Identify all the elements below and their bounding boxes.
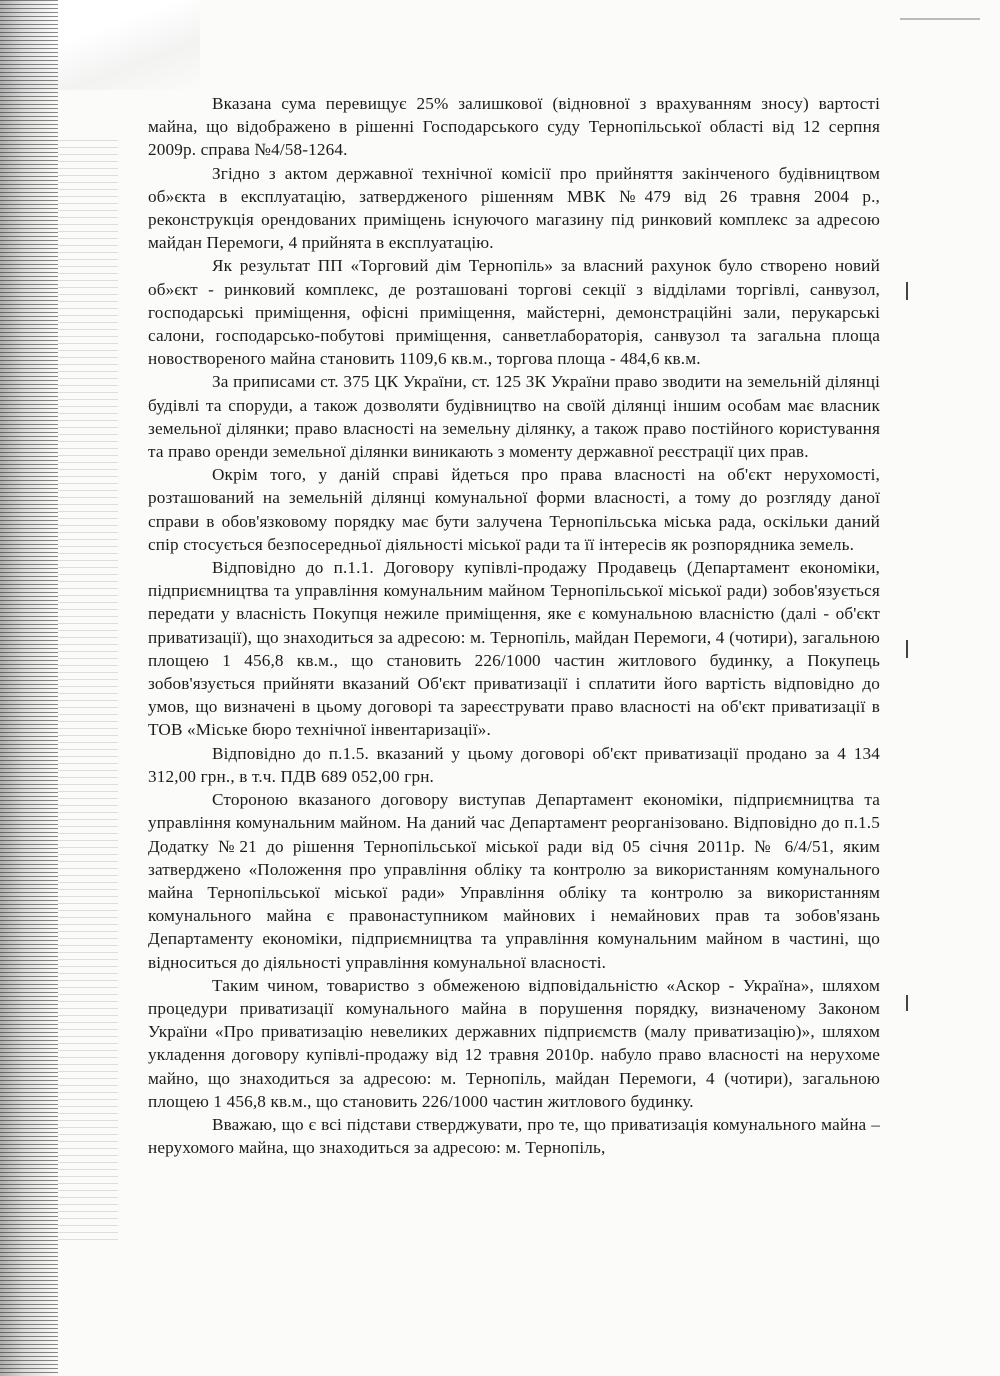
paragraph-7: Відповідно до п.1.5. вказаний у цьому договорі об'єкт приватизації продано за 4 134 312,00 грн., в т.ч. ПДВ 689 052,00 грн. — [148, 743, 880, 786]
paragraph-2: Згідно з актом державної технічної комісії про прийняття закінченого будівництвом об»єкта в експлуатацію, затвердженого рішенням МВК №479 від 26 травня 2004 р., реконструкція орендованих приміщень існуючого магазину під ринковий комплекс за адресою майдан Перемоги, 4 прийнята в експлуатацію. — [148, 163, 880, 253]
margin-tick — [906, 995, 908, 1011]
copier-edge-noise — [0, 0, 58, 1376]
margin-tick — [906, 640, 908, 658]
paragraph-9: Таким чином, товариство з обмеженою відповідальністю «Аскор - Україна», шляхом процедури приватизації комунального майна в порушення порядку, визначеному Законом України «Про приватизацію невеликих державних підприємств (малу приватизацію)», шляхом укладення договору купівлі-продажу від 12 травня 2010р. набуло право власності на нерухоме майно, що знаходиться за адресою: м. Тернопіль, майдан Перемоги, 4 (чотири), загальною площею 1 456,8 кв.м., що становить 226/1000 частин житлового будинку. — [148, 975, 880, 1111]
paragraph-1: Вказана сума перевищує 25% залишкової (відновної з врахуванням зносу) вартості майна, що відображено в рішенні Господарського суду Тернопільської області від 12 серпня 2009р. справа №4/58-1264. — [148, 94, 880, 160]
paragraph-4: За приписами ст. 375 ЦК України, ст. 125 ЗК України право зводити на земельній ділянці будівлі та споруди, а також дозволяти будівництво на своїй ділянці іншим особам має власник земельної ділянки; право власності на земельну ділянку, а також право постійного користування та право оренди земельної ділянки виникають з моменту державної реєстрації цих прав. — [148, 372, 880, 462]
copier-streaks — [58, 140, 118, 1240]
paragraph-6: Відповідно до п.1.1. Договору купівлі-продажу Продавець (Департамент економіки, підприємництва та управління комунальним майном Тернопільської міської ради) зобов'язується передати у власність Покупця нежиле приміщення, яке є комунальною власністю (далі - об'єкт приватизації), що знаходиться за адресою: м. Тернопіль, майдан Перемоги, 4 (чотири), загальною площею 1 456,8 кв.м., що становить 226/1000 частин житлового будинку, а Покупець зобов'язується прийняти вказаний Об'єкт приватизації і сплатити його вартість відповідно до умов, що визначені в цьому договорі та зареєструвати право власності на об'єкт приватизації в ТОВ «Міське бюро технічної інвентаризації». — [148, 558, 880, 740]
paragraph-3: Як результат ПП «Торговий дім Тернопіль» за власний рахунок було створено новий об»єкт - ринковий комплекс, де розташовані торгові секції з відділами торгівлі, санвузол, господарські приміщення, офісні приміщення, майстерні, демонстраційні зали, перукарські салони, господарсько-побутові приміщення, санветлабораторія, санвузол та загальна площа новоствореного майна становить 1109,6 кв.м., торгова площа - 484,6 кв.м. — [148, 256, 880, 369]
paragraph-5: Окрім того, у даній справі йдеться про права власності на об'єкт нерухомості, розташований на земельній ділянці комунальної форми власності, а тому до розгляду даної справи в обов'язковому порядку має бути залучена Тернопільська міська рада, оскільки даний спір стосується безпосередньої діяльності міської ради та її інтересів як розпорядника земель. — [148, 465, 880, 554]
document-body — [148, 92, 880, 1159]
margin-tick — [906, 282, 908, 300]
paragraph-10: Вважаю, що є всі підстави стверджувати, про те, що приватизація комунального майна – нерухомого майна, що знаходиться за адресою: м. Тернопіль, — [148, 1114, 880, 1158]
edge-mark — [900, 18, 980, 20]
paragraph-8: Стороною вказаного договору виступав Департамент економіки, підприємництва та управління комунальним майном. На даний час Департамент реорганізовано. Відповідно до п.1.5 Додатку №21 до рішення Тернопільської міської ради від 05 січня 2011р. № 6/4/51, яким затверджено «Положення про управління обліку та контролю за використанням комунального майна Тернопільської міської ради» Управління обліку та контролю за використанням комунального майна є правонаступником майнових і немайнових прав та зобов'язань Департаменту економіки, підприємництва та управління комунальним майном в частині, що відноситься до діяльності управління комунальної власності. — [148, 790, 880, 972]
